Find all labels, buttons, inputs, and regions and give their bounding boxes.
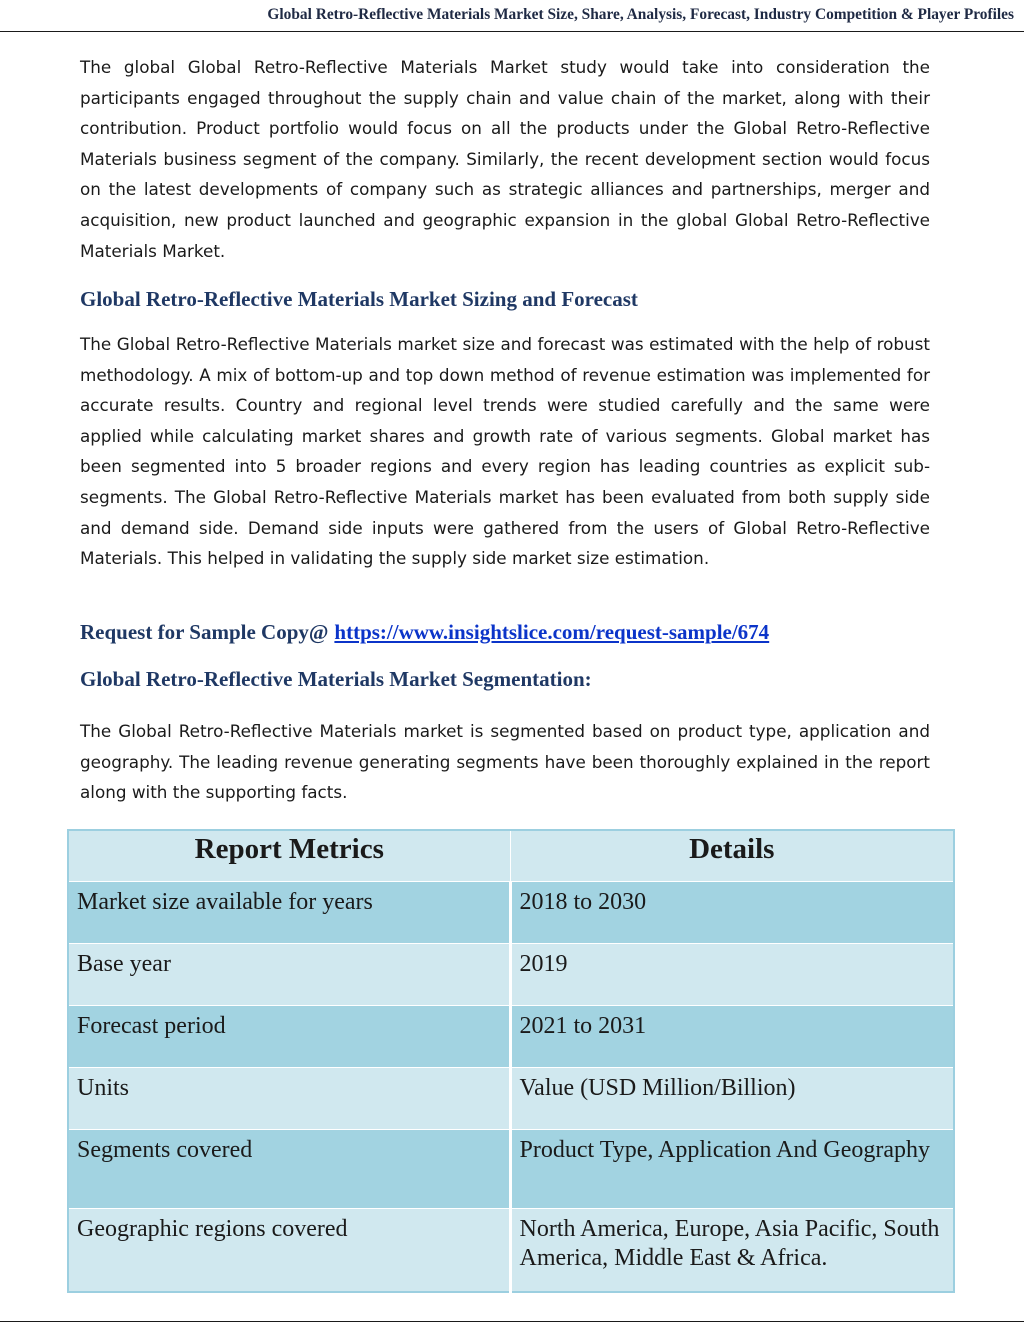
table-header-row [68, 830, 954, 882]
detail-cell: Product Type, Application And Geography [510, 1130, 954, 1209]
detail-cell: 2018 to 2030 [510, 882, 954, 944]
sample-request-line [80, 620, 769, 645]
sizing-heading: Global Retro-Reflective Materials Market Sizing and Forecast [80, 287, 638, 311]
table-row [68, 1006, 954, 1068]
segmentation-heading: Global Retro-Reflective Materials Market Segmentation: [80, 667, 592, 691]
table-row [68, 944, 954, 1006]
segmentation-paragraph: The Global Retro-Reflective Materials market is segmented based on product type, application and geography. The leading revenue generating segments have been thoroughly explained in the report along with the supporting facts. [80, 721, 930, 803]
sample-request-link[interactable]: https://www.insightslice.com/request-sample/674 [334, 620, 770, 644]
metric-cell: Base year [68, 944, 510, 1006]
report-metrics-table [67, 829, 955, 1293]
table-row [68, 1209, 954, 1292]
table-row [68, 1130, 954, 1209]
metric-cell: Market size available for years [68, 882, 510, 944]
intro-paragraph: The global Global Retro-Reflective Materials Market study would take into consideration the participants engaged throughout the supply chain and value chain of the market, along with their contribution. Product portfolio would focus on all the products under the Global Retro-Reflective Materials business segment of the company. Similarly, the recent development section would focus on the latest developments of company such as strategic alliances and partnerships, merger and acquisition, new product launched and geographic expansion in the global Global Retro-Reflective Materials Market. [80, 57, 930, 261]
detail-cell: 2021 to 2031 [510, 1006, 954, 1068]
metric-cell: Units [68, 1068, 510, 1130]
detail-cell: Value (USD Million/Billion) [510, 1068, 954, 1130]
sizing-paragraph: The Global Retro-Reflective Materials market size and forecast was estimated with the help of robust methodology. A mix of bottom-up and top down method of revenue estimation was implemented for accurate results. Country and regional level trends were studied carefully and the same were applied while calculating market shares and growth rate of various segments. Global market has been segmented into 5 broader regions and every region has leading countries as explicit sub-segments. The Global Retro-Reflective Materials market has been evaluated from both supply side and demand side. Demand side inputs were gathered from the users of Global Retro-Reflective Materials. This helped in validating the supply side market size estimation. [80, 334, 930, 569]
detail-cell: North America, Europe, Asia Pacific, South America, Middle East & Africa. [510, 1209, 954, 1292]
page-header: Global Retro-Reflective Materials Market Size, Share, Analysis, Forecast, Industry Competition & Player Profiles [0, 0, 1024, 32]
metric-cell: Geographic regions covered [68, 1209, 510, 1292]
table-row [68, 1068, 954, 1130]
page-bottom-rule [0, 1321, 1024, 1322]
table-row [68, 882, 954, 944]
table-header-cell: Report Metrics [68, 830, 510, 882]
detail-cell: 2019 [510, 944, 954, 1006]
metric-cell: Forecast period [68, 1006, 510, 1068]
table-header-cell: Details [510, 830, 954, 882]
metric-cell: Segments covered [68, 1130, 510, 1209]
sample-request-label: Request for Sample Copy@ [80, 620, 329, 644]
